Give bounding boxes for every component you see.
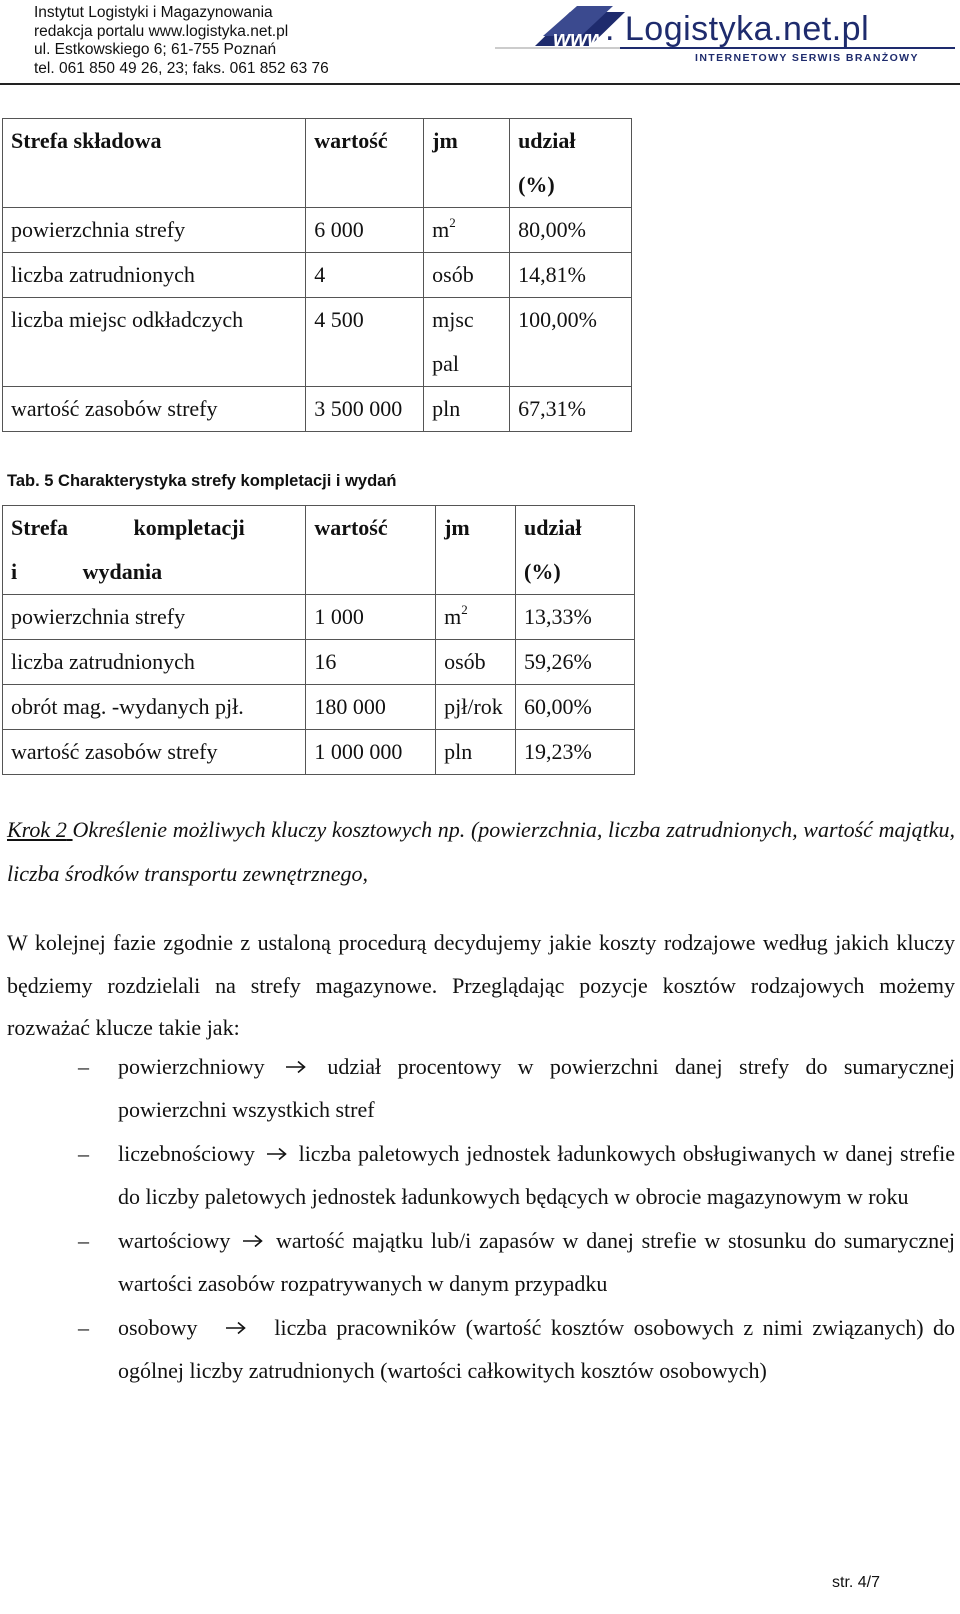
row-unit: pln — [424, 387, 510, 432]
cost-keys-list — [0, 1045, 955, 1393]
row-unit: osób — [424, 253, 510, 298]
header-line: redakcja portalu www.logistyka.net.pl — [34, 22, 289, 40]
row-share: 13,33% — [516, 595, 635, 640]
list-item — [0, 1306, 955, 1392]
arrow-right-icon — [285, 1045, 307, 1088]
table-header-row — [3, 506, 635, 595]
institute-header — [34, 4, 329, 78]
step-label: Krok 2 — [7, 817, 67, 842]
row-name: powierzchnia strefy — [3, 595, 306, 640]
arrow-right-icon — [266, 1132, 288, 1175]
step-text: Określenie możliwych kluczy kosztowych np. (powierzchnia, liczba zatrudnionych, wartość majątku, liczba środków transportu zewnętrznego, — [7, 817, 956, 886]
list-item — [0, 1045, 955, 1131]
step-heading — [7, 808, 955, 896]
page-number: str. 4/7 — [832, 1574, 881, 1591]
table-row — [3, 387, 632, 432]
header-cell: jm — [424, 119, 510, 208]
header-cell: jm — [436, 506, 516, 595]
row-share: 67,31% — [510, 387, 632, 432]
dash-bullet-icon: – — [78, 1054, 89, 1079]
row-unit: pjł/rok — [436, 685, 516, 730]
row-value: 3 500 000 — [306, 387, 424, 432]
row-name: liczba zatrudnionych — [3, 253, 306, 298]
arrow-right-icon — [242, 1219, 264, 1262]
row-share: 14,81% — [510, 253, 632, 298]
header-divider — [0, 83, 960, 85]
row-value: 4 500 — [306, 298, 424, 387]
list-item — [0, 1219, 955, 1305]
row-value: 180 000 — [306, 685, 436, 730]
picking-zone-table — [2, 505, 635, 775]
list-desc: liczba paletowych jednostek ładunkowych obsługiwanych w danej strefie do liczby paletowych jednostek ładunkowych będących w obrocie magazynowym w roku — [118, 1141, 956, 1209]
dash-bullet-icon: – — [78, 1315, 89, 1340]
table-row — [3, 685, 635, 730]
arrow-right-icon — [225, 1306, 247, 1349]
row-share: 19,23% — [516, 730, 635, 775]
list-term: powierzchniowy — [118, 1054, 265, 1079]
header-cell: Strefa kompletacji i wydania — [3, 506, 306, 595]
list-desc: liczba pracowników (wartość kosztów osobowych z nimi związanych) do ogólnej liczby zatrudnionych (wartości całkowitych kosztów osobowych) — [118, 1315, 956, 1383]
row-value: 16 — [306, 640, 436, 685]
dash-bullet-icon: – — [78, 1141, 89, 1166]
header-cell: udział (%) — [510, 119, 632, 208]
table-caption: Tab. 5 Charakterystyka strefy kompletacji i wydań — [7, 472, 397, 490]
row-value: 4 — [306, 253, 424, 298]
list-desc: udział procentowy w powierzchni danej strefy do sumarycznej powierzchni wszystkich stref — [118, 1054, 955, 1122]
row-share: 60,00% — [516, 685, 635, 730]
table-row — [3, 595, 635, 640]
logo-subtitle: INTERNETOWY SERWIS BRANŻOWY — [695, 52, 919, 64]
body-paragraph: W kolejnej fazie zgodnie z ustaloną procedurą decydujemy jakie koszty rodzajowe według jakich kluczy będziemy rozdzielali na strefy magazynowe. Przeglądając pozycje kosztów rodzajowych możemy rozważać klucze takie jak: — [7, 930, 955, 1040]
row-unit: $m^2$ — [436, 595, 516, 640]
header-cell: wartość — [306, 119, 424, 208]
header-cell: Strefa składowa — [3, 119, 306, 208]
row-name: liczba zatrudnionych — [3, 640, 306, 685]
header-cell: wartość — [306, 506, 436, 595]
row-share: 59,26% — [516, 640, 635, 685]
table-row — [3, 253, 632, 298]
storage-zone-table — [2, 118, 632, 432]
row-name: powierzchnia strefy — [3, 208, 306, 253]
table-row — [3, 640, 635, 685]
row-name: liczba miejsc odkładczych — [3, 298, 306, 387]
row-unit: pln — [436, 730, 516, 775]
list-term: wartościowy — [118, 1228, 231, 1253]
list-desc: wartość majątku lub/i zapasów w danej strefie w stosunku do sumarycznej wartości zasobów rozpatrywanych w danym przypadku — [118, 1228, 956, 1296]
row-value: 1 000 000 — [306, 730, 436, 775]
dash-bullet-icon: – — [78, 1228, 89, 1253]
row-unit: $m^2$ — [424, 208, 510, 253]
list-term: osobowy — [118, 1315, 198, 1340]
list-item — [0, 1132, 955, 1218]
list-term: liczebnościowy — [118, 1141, 255, 1166]
row-name: wartość zasobów strefy — [3, 730, 306, 775]
row-share: 80,00% — [510, 208, 632, 253]
logo-title: . Logistyka.net.pl — [605, 10, 870, 48]
row-share: 100,00% — [510, 298, 632, 387]
header-line: ul. Estkowskiego 6; 61-755 Poznań — [34, 41, 277, 58]
row-unit: mjsc pal — [424, 298, 510, 387]
logistyka-logo — [495, 4, 955, 70]
row-name: obrót mag. -wydanych pjł. — [3, 685, 306, 730]
row-value: 6 000 — [306, 208, 424, 253]
table-row — [3, 730, 635, 775]
row-value: 1 000 — [306, 595, 436, 640]
table-row — [3, 298, 632, 387]
logo-www: www. — [553, 26, 610, 51]
row-unit: osób — [436, 640, 516, 685]
table-row — [3, 208, 632, 253]
header-line: tel. 061 850 49 26, 23; faks. 061 852 63 76 — [34, 59, 329, 77]
header-line: Instytut Logistyki i Magazynowania — [34, 4, 273, 21]
table-header-row — [3, 119, 632, 208]
row-name: wartość zasobów strefy — [3, 387, 306, 432]
header-cell: udział (%) — [516, 506, 635, 595]
